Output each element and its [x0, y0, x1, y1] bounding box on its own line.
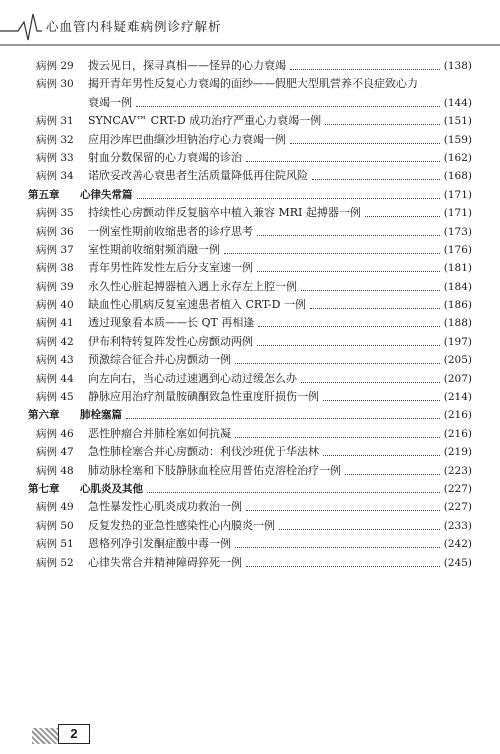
page-reference: (227)	[443, 483, 472, 495]
case-number: 病例 33	[36, 151, 74, 164]
leader-dots	[257, 345, 440, 346]
case-title-continued: 衰竭一例	[88, 95, 132, 109]
leader-dots	[310, 308, 440, 309]
footer-pattern-icon	[32, 728, 58, 744]
toc-case-row[interactable]	[28, 204, 472, 222]
toc-case-row[interactable]	[28, 333, 472, 351]
case-title: 心律失常合并精神障碍猝死一例	[88, 555, 242, 569]
toc-case-row[interactable]	[28, 425, 472, 443]
page-reference: (181)	[443, 262, 472, 275]
case-number: 病例 41	[36, 317, 74, 330]
page-reference: (162)	[443, 151, 472, 164]
chapter-title: 肺栓塞篇	[80, 409, 122, 422]
case-title: 室性期前收缩射频消融一例	[88, 242, 220, 256]
leader-dots	[246, 161, 440, 162]
toc-case-row[interactable]	[28, 443, 472, 461]
case-number: 病例 39	[36, 280, 74, 293]
running-header	[0, 0, 500, 48]
case-number: 病例 30	[36, 78, 74, 91]
page-reference: (168)	[443, 170, 472, 183]
case-title: 肺动脉栓塞和下肢静脉血栓应用普佑克溶栓治疗一例	[88, 463, 341, 477]
page-reference: (227)	[443, 501, 472, 514]
case-title: 预激综合征合并心房颤动一例	[88, 353, 231, 367]
leader-dots	[279, 529, 440, 530]
toc-case-row[interactable]	[28, 370, 472, 388]
page-reference: (151)	[443, 115, 472, 128]
case-number: 病例 38	[36, 262, 74, 275]
page-reference: (219)	[443, 446, 472, 459]
leader-dots	[257, 235, 440, 236]
case-number: 病例 40	[36, 299, 74, 312]
leader-dots	[246, 566, 440, 567]
case-title: 伊布利特转复阵发性心房颤动两例	[88, 334, 253, 348]
toc-case-row[interactable]	[28, 388, 472, 406]
page-reference: (216)	[443, 427, 472, 440]
case-number: 病例 46	[36, 427, 74, 440]
page-reference: (171)	[443, 188, 472, 201]
toc-chapter-row[interactable]	[28, 480, 472, 498]
leader-dots	[345, 474, 440, 475]
toc-case-row[interactable]	[28, 112, 472, 130]
page-reference: (197)	[443, 335, 472, 348]
case-title: 反复发热的亚急性感染性心内膜炎一例	[88, 518, 275, 532]
toc-case-row[interactable]	[28, 462, 472, 480]
toc-case-row[interactable]	[28, 314, 472, 332]
toc-case-row[interactable]	[28, 517, 472, 535]
page-reference: (173)	[443, 225, 472, 238]
page-reference: (223)	[443, 464, 472, 477]
toc-case-row[interactable]	[28, 241, 472, 259]
case-number: 病例 50	[36, 519, 74, 532]
case-title: SYNCAV™ CRT-D 成功治疗严重心力衰竭一例	[88, 114, 322, 128]
page-reference: (188)	[443, 317, 472, 330]
page-reference: (233)	[443, 519, 472, 532]
case-title: 恶性肿瘤合并肺栓塞如何抗凝	[88, 426, 231, 440]
case-number: 病例 32	[36, 133, 74, 146]
leader-dots	[137, 198, 440, 199]
case-number: 病例 51	[36, 538, 74, 551]
page-reference: (207)	[443, 372, 472, 385]
case-title: 持续性心房颤动伴反复脑卒中植入兼容 MRI 起搏器一例	[88, 206, 361, 220]
table-of-contents	[28, 57, 472, 572]
leader-dots	[126, 418, 440, 419]
page-reference: (159)	[443, 133, 472, 146]
case-title: 揭开青年男性反复心力衰竭的面纱——假肥大型肌营养不良症致心力	[88, 77, 418, 91]
toc-case-row[interactable]	[28, 149, 472, 167]
chapter-title: 心肌炎及其他	[80, 483, 143, 495]
case-title: 永久性心脏起搏器植入遇上永存左上腔一例	[88, 279, 297, 293]
page-reference: (138)	[443, 60, 472, 72]
leader-dots	[301, 290, 440, 291]
page-reference: (242)	[443, 538, 472, 551]
case-number: 病例 42	[36, 335, 74, 348]
leader-dots	[235, 437, 440, 438]
case-title: 急性暴发性心肌炎成功救治一例	[88, 500, 242, 514]
case-title: 青年男性阵发性左后分支室速一例	[88, 261, 253, 275]
case-number: 病例 47	[36, 446, 74, 459]
page-number: 2	[58, 724, 90, 744]
leader-dots	[365, 216, 440, 217]
leader-dots	[290, 143, 440, 144]
toc-case-row[interactable]	[28, 223, 472, 241]
leader-dots	[312, 179, 440, 180]
page-reference: (171)	[443, 207, 472, 220]
leader-dots	[136, 106, 440, 107]
leader-dots	[224, 253, 440, 254]
toc-case-row[interactable]	[28, 259, 472, 277]
leader-dots	[257, 271, 440, 272]
chapter-number: 第六章	[28, 409, 60, 422]
case-number: 病例 43	[36, 354, 74, 367]
toc-case-row[interactable]	[28, 351, 472, 369]
toc-case-row[interactable]	[28, 75, 472, 112]
leader-dots	[235, 363, 440, 364]
page-reference: (245)	[443, 556, 472, 569]
page-reference: (184)	[443, 280, 472, 293]
case-number: 病例 36	[36, 225, 74, 238]
case-title: 急性肺栓塞合并心房颤动：利伐沙班优于华法林	[88, 445, 319, 459]
case-number: 病例 35	[36, 207, 74, 220]
chapter-number: 第七章	[28, 483, 60, 495]
toc-case-row[interactable]	[28, 131, 472, 149]
case-title: 缺血性心肌病反复室速患者植入 CRT-D 一例	[88, 298, 306, 312]
case-title: 透过现象看本质——长 QT 再相逢	[88, 316, 255, 330]
toc-case-row[interactable]	[28, 498, 472, 516]
case-title: 静脉应用治疗剂量胺碘酮致急性重度肝损伤一例	[88, 390, 319, 404]
case-title: 拨云见日，探寻真相——怪异的心力衰竭	[88, 59, 286, 72]
page-reference: (205)	[443, 354, 472, 367]
case-number: 病例 49	[36, 501, 74, 514]
toc-case-row[interactable]	[28, 554, 472, 572]
case-number: 病例 52	[36, 556, 74, 569]
case-number: 病例 29	[36, 60, 74, 72]
toc-case-row[interactable]	[28, 57, 472, 75]
toc-chapter-row[interactable]	[28, 186, 472, 204]
leader-dots	[290, 69, 440, 70]
page-reference: (176)	[443, 243, 472, 256]
case-number: 病例 48	[36, 464, 74, 477]
leader-dots	[301, 382, 440, 383]
leader-dots	[147, 492, 440, 493]
leader-dots	[323, 455, 440, 456]
toc-chapter-row[interactable]	[28, 406, 472, 424]
book-title: 心血管内科疑难病例诊疗解析	[46, 19, 222, 34]
chapter-title: 心律失常篇	[80, 188, 133, 201]
page-reference: (144)	[443, 96, 472, 109]
toc-case-row[interactable]	[28, 278, 472, 296]
case-number: 病例 44	[36, 372, 74, 385]
page-footer	[28, 716, 88, 750]
case-title: 向左向右，当心动过速遇到心动过缓怎么办	[88, 371, 297, 385]
leader-dots	[323, 400, 440, 401]
page-reference: (214)	[443, 391, 472, 404]
chapter-number: 第五章	[28, 188, 60, 201]
leader-dots	[235, 547, 440, 548]
page-reference: (186)	[443, 299, 472, 312]
case-number: 病例 34	[36, 170, 74, 183]
case-title: 诺欣妥改善心衰患者生活质量降低再住院风险	[88, 169, 308, 183]
case-title: 一例室性期前收缩患者的诊疗思考	[88, 224, 253, 238]
page-reference: (216)	[443, 409, 472, 422]
case-number: 病例 31	[36, 115, 74, 128]
case-title: 射血分数保留的心力衰竭的诊治	[88, 150, 242, 164]
case-title: 恩格列净引发酮症酸中毒一例	[88, 537, 231, 551]
toc-case-row[interactable]	[28, 535, 472, 553]
leader-dots	[246, 510, 440, 511]
case-number: 病例 37	[36, 243, 74, 256]
case-number: 病例 45	[36, 391, 74, 404]
case-title: 应用沙库巴曲缬沙坦钠治疗心力衰竭一例	[88, 132, 286, 146]
leader-dots	[325, 124, 440, 125]
toc-case-row[interactable]	[28, 296, 472, 314]
leader-dots	[258, 326, 439, 327]
toc-case-row[interactable]	[28, 167, 472, 185]
